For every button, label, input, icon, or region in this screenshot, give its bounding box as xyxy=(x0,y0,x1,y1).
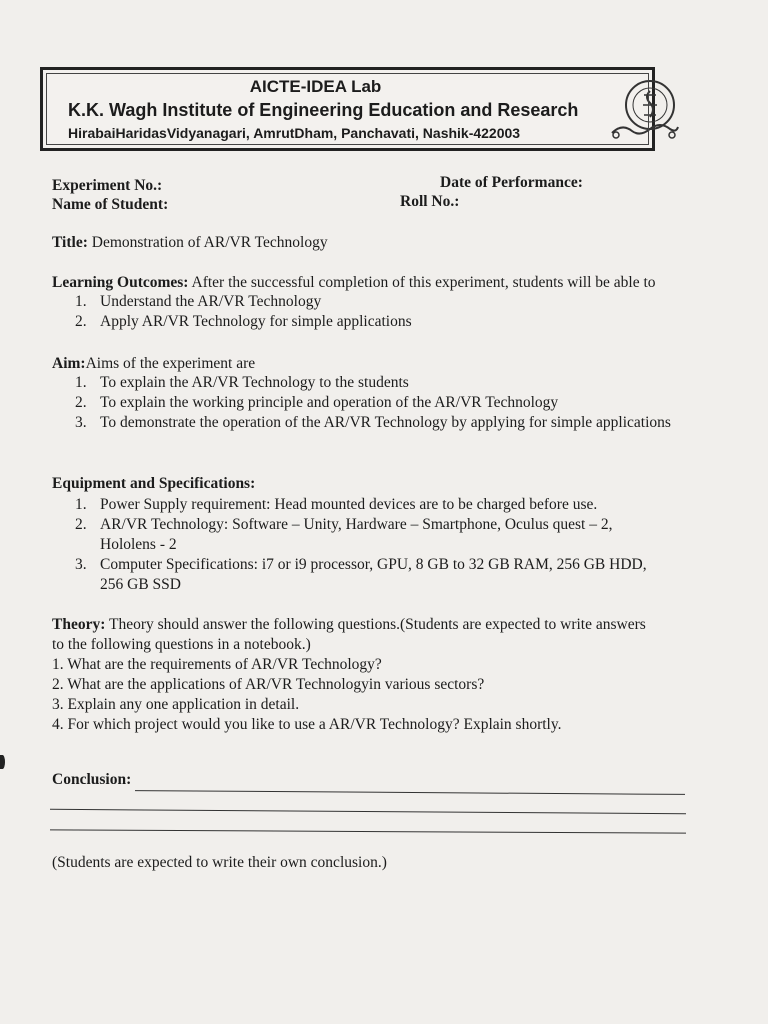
learning-outcomes-intro: After the successful completion of this experiment, students will be able to xyxy=(191,274,656,291)
aim-list xyxy=(75,373,695,433)
list-item: 2. To explain the working principle and operation of the AR/VR Technology xyxy=(75,394,559,411)
theory-label: Theory: xyxy=(52,616,106,633)
institute-address: HirabaiHaridasVidyanagari, AmrutDham, Panchavati, Nashik-422003 xyxy=(68,125,521,141)
conclusion-line[interactable] xyxy=(50,829,686,833)
experiment-no-label: Experiment No.: xyxy=(52,177,163,194)
question-item: 3. Explain any one application in detail. xyxy=(52,696,300,713)
list-item: 1. To explain the AR/VR Technology to the students xyxy=(75,374,409,391)
list-item: 2. AR/VR Technology: Software – Unity, Hardware – Smartphone, Oculus quest – 2, Hololens - 2 xyxy=(75,516,613,553)
learning-outcomes-line xyxy=(52,273,656,292)
list-item: 2. Apply AR/VR Technology for simple applications xyxy=(75,313,412,330)
roll-no-label: Roll No.: xyxy=(400,193,460,210)
theory-line xyxy=(52,615,646,634)
learning-outcomes-label: Learning Outcomes: xyxy=(52,274,189,291)
equipment-label: Equipment and Specifications: xyxy=(52,475,256,492)
list-item: 1. Power Supply requirement: Head mounted devices are to be charged before use. xyxy=(75,496,598,513)
lab-name: AICTE-IDEA Lab xyxy=(249,77,382,96)
institute-seal-logo xyxy=(608,75,680,143)
aim-intro: Aims of the experiment are xyxy=(85,355,256,372)
list-item: 1. Understand the AR/VR Technology xyxy=(75,293,322,310)
title-label: Title: xyxy=(52,234,88,251)
list-item: 3. Computer Specifications: i7 or i9 processor, GPU, 8 GB to 32 GB RAM, 256 GB HDD, 256 GB SSD xyxy=(75,556,647,593)
conclusion-label: Conclusion: xyxy=(52,771,132,788)
institute-name: K.K. Wagh Institute of Engineering Education and Research xyxy=(68,100,579,120)
aim-line xyxy=(52,354,255,373)
header-box xyxy=(40,67,655,151)
date-of-performance-label: Date of Performance: xyxy=(440,174,583,191)
conclusion-note: (Students are expected to write their own conclusion.) xyxy=(52,854,387,871)
theory-intro: Theory should answer the following questions.(Students are expected to write answers xyxy=(109,616,646,633)
conclusion-line[interactable] xyxy=(135,790,685,795)
question-item: 1. What are the requirements of AR/VR Technology? xyxy=(52,656,382,673)
title-value: Demonstration of AR/VR Technology xyxy=(91,234,328,251)
aim-label: Aim: xyxy=(52,355,86,372)
equipment-list xyxy=(75,495,665,595)
question-item: 2. What are the applications of AR/VR Technologyin various sectors? xyxy=(52,676,485,693)
binding-hole-mark xyxy=(0,755,5,769)
question-item: 4. For which project would you like to use a AR/VR Technology? Explain shortly. xyxy=(52,716,562,733)
theory-intro-continued: to the following questions in a notebook.) xyxy=(52,636,311,653)
list-item: 3. To demonstrate the operation of the AR/VR Technology by applying for simple applications xyxy=(75,414,671,431)
student-name-label: Name of Student: xyxy=(52,196,169,213)
conclusion-line[interactable] xyxy=(50,809,686,814)
learning-outcomes-list xyxy=(75,292,695,332)
theory-questions xyxy=(52,655,562,735)
title-line xyxy=(52,233,328,252)
